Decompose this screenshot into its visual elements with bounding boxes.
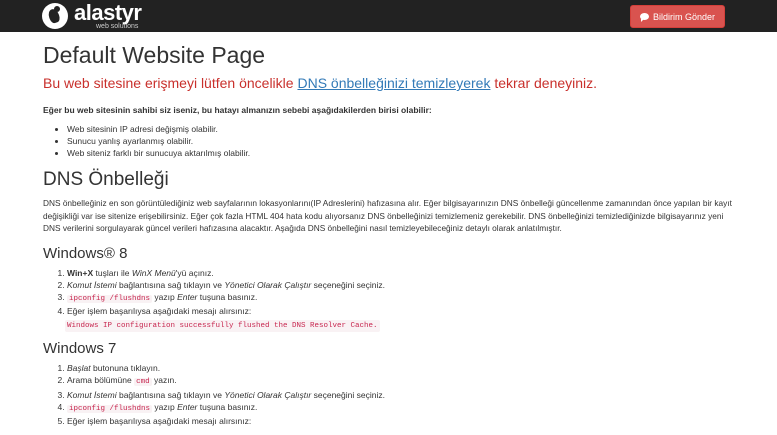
step-emphasis: Komut İstemi [67, 389, 117, 400]
step-emphasis: Enter [177, 292, 198, 303]
logo-text [74, 2, 141, 30]
alert-text-before: Bu web sitesine erişmeyi lütfen öncelikle [43, 75, 298, 91]
top-navbar [0, 0, 777, 32]
reasons-list [43, 123, 743, 159]
step-text: tuşları ile [93, 267, 132, 278]
list-item [67, 362, 743, 374]
list-item [67, 305, 743, 332]
dns-cache-paragraph: DNS önbelleğiniz en son görüntülediğiniz web sayfalarının lokasyonlarını(IP Adreslerini) hafızasına alır. Eğer bilgisayarınızın DNS önbelleği güncellenme zamanından önce yapılan bir kayıt değişikliği var ise sitenize erişebilirsiniz. Eğer çok fazla HTML 404 hata kodu alıyorsanız DNS önbelleğinizi temizlemeniz gerekebilir. DNS önbelleğinizi temizlediğinizde bilgisayarınız yeni DNS verilerini sorgulayarak güncel verileri hafızasına alacaktır. Aşağıda DNS önbelleğini nasıl temizleyebileceğiniz detaylı olarak anlatılmıştır. [43, 198, 732, 233]
list-item [67, 374, 743, 388]
step-text: seçeneğini seçiniz. [311, 279, 385, 290]
list-item [67, 401, 743, 415]
step-emphasis: Yönetici Olarak Çalıştır [224, 279, 312, 290]
send-notification-label: Bildirim Gönder [652, 11, 715, 22]
alastyr-logo[interactable] [42, 2, 141, 30]
command-code: ipconfig /flushdns [69, 404, 151, 413]
step-text: bağlantısına sağ tıklayın ve [116, 389, 225, 400]
alert-text-after: tekrar deneyiniz. [490, 75, 598, 91]
page-title: Default Website Page [43, 42, 266, 68]
step-text: yazın. [151, 375, 177, 386]
list-item [67, 291, 743, 305]
owner-note: Eğer bu web sitesinin sahibi siz iseniz, bu hatayı almanızın sebebi aşağıdakilerden birisi olabilir: [43, 105, 432, 115]
step-text: yazıp [152, 292, 178, 303]
step-text: yazıp [152, 401, 178, 412]
step-text: tuşuna basınız. [197, 292, 258, 303]
comment-icon [640, 13, 649, 20]
step-emphasis: WinX Menü [131, 267, 176, 278]
command-code: cmd [136, 378, 150, 387]
list-item [67, 267, 743, 279]
windows8-heading: Windows® 8 [43, 244, 128, 262]
dns-cache-heading: DNS Önbelleği [43, 169, 169, 190]
logo-icon [42, 3, 68, 29]
step-emphasis: Enter [177, 401, 198, 412]
result-message-code: Windows IP configuration successfully flushed the DNS Resolver Cache. [65, 320, 380, 332]
command-code: ipconfig /flushdns [69, 295, 151, 304]
logo-name: alastyr [74, 0, 142, 25]
clear-dns-cache-link[interactable]: DNS önbelleğinizi temizleyerek [297, 75, 491, 91]
step-emphasis: Başlat [67, 362, 91, 373]
windows7-heading: Windows 7 [43, 339, 117, 357]
step-text: Eğer işlem başarılıysa aşağıdaki mesajı alırsınız: [67, 416, 252, 427]
windows8-steps [43, 267, 743, 332]
step-emphasis: Komut İstemi [67, 279, 117, 290]
step-emphasis: Yönetici Olarak Çalıştır [224, 389, 312, 400]
step-text: tuşuna basınız. [197, 401, 258, 412]
step-text: 'yü açınız. [175, 267, 214, 278]
logo-subtitle: web solutions [96, 23, 139, 30]
list-item [67, 415, 743, 427]
list-item [67, 279, 743, 291]
step-text: Eğer işlem başarılıysa aşağıdaki mesajı alırsınız: [67, 306, 252, 317]
step-text: bağlantısına sağ tıklayın ve [116, 279, 225, 290]
main-content [43, 32, 743, 435]
list-item: • Sunucu yanlış ayarlanmış olabilir. [67, 135, 743, 147]
key-combo: Win+X [67, 267, 94, 278]
dns-alert-message [43, 75, 743, 91]
list-item: • Web siteniz farklı bir sunucuya aktarılmış olabilir. [67, 147, 743, 159]
list-item: • Web sitesinin IP adresi değişmiş olabilir. [67, 123, 743, 135]
send-notification-button[interactable] [630, 5, 725, 28]
list-item [67, 389, 743, 401]
step-text: seçeneğini seçiniz. [311, 389, 385, 400]
step-text: Arama bölümüne [67, 375, 135, 386]
windows7-steps [43, 362, 743, 427]
step-text: butonuna tıklayın. [90, 362, 161, 373]
